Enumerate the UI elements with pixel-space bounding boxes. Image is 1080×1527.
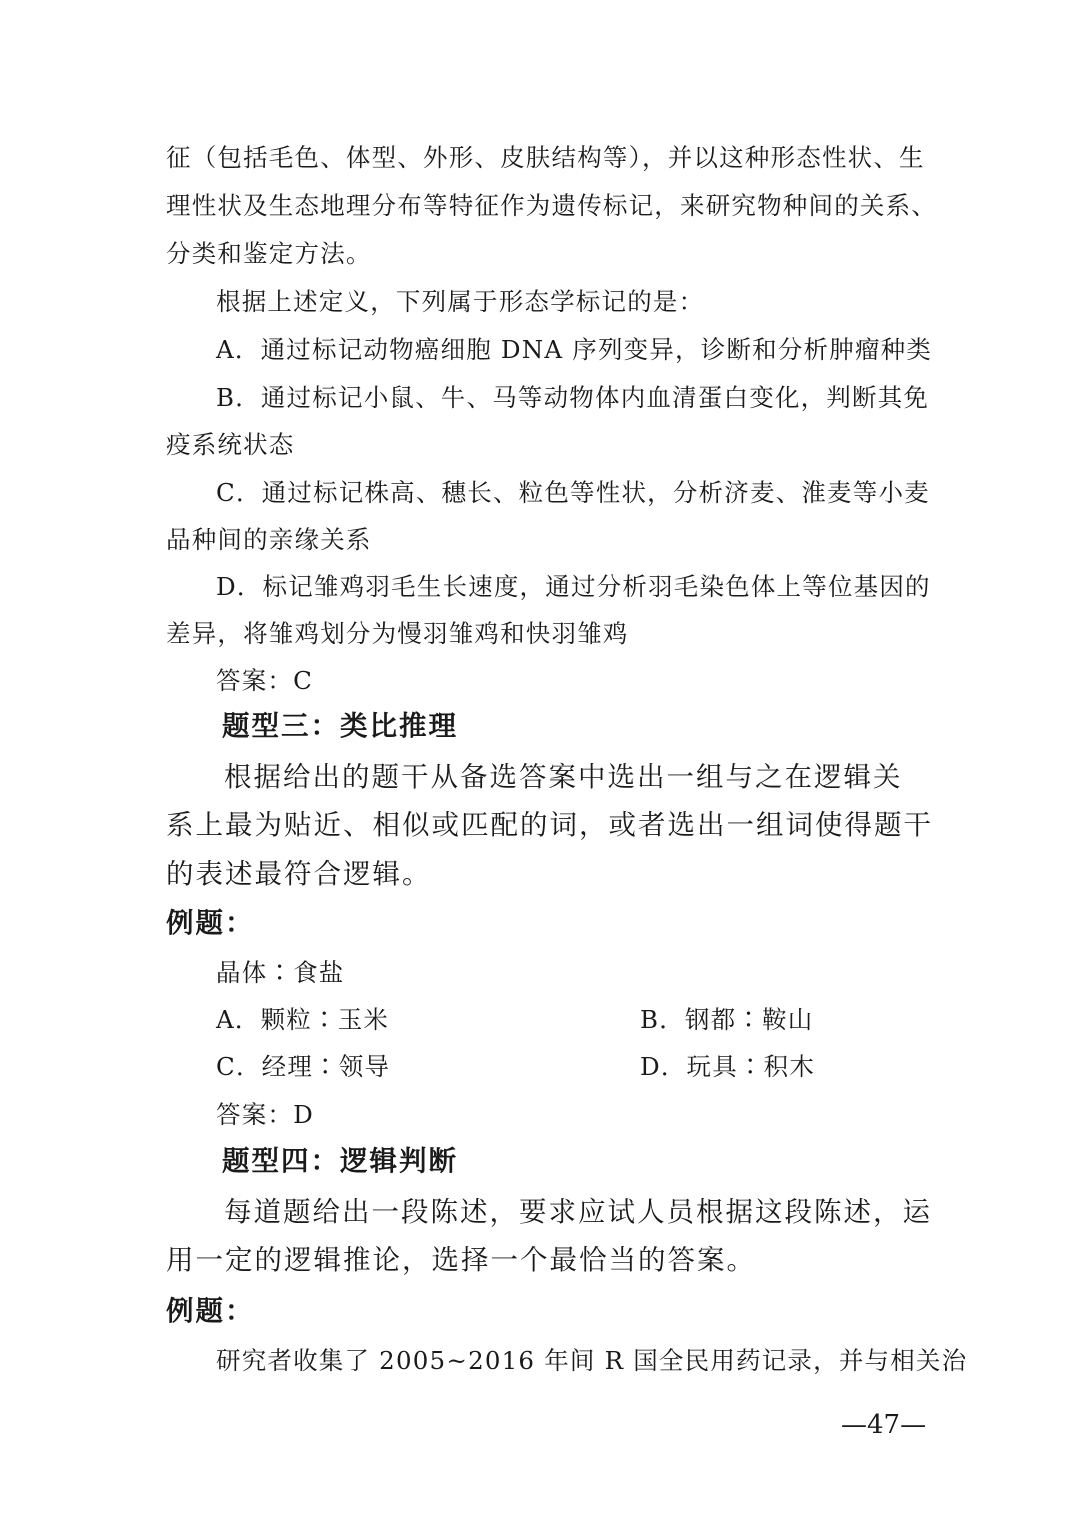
section-heading: 题型三：类比推理 bbox=[222, 710, 458, 742]
paragraph-line: 理性状及生态地理分布等特征作为遗传标记，来研究物种间的关系、 bbox=[166, 191, 937, 220]
section-description: 根据给出的题干从备选答案中选出一组与之在逻辑关 bbox=[224, 761, 903, 793]
options-row bbox=[216, 1050, 976, 1084]
example-label: 例题： bbox=[166, 907, 255, 939]
option-a: A．颗粒∶玉米 bbox=[216, 1005, 390, 1034]
page-number: —47— bbox=[841, 1410, 927, 1440]
option-a: A．通过标记动物癌细胞 DNA 序列变异，诊断和分析肿瘤种类 bbox=[216, 335, 933, 364]
paragraph-line: 征（包括毛色、体型、外形、皮肤结构等），并以这种形态性状、生 bbox=[166, 143, 925, 172]
question-prompt: 根据上述定义，下列属于形态学标记的是： bbox=[216, 287, 705, 316]
option-c: C．经理∶领导 bbox=[216, 1052, 391, 1081]
answer: 答案：D bbox=[216, 1100, 314, 1129]
option-b: B．钢都∶鞍山 bbox=[640, 1005, 814, 1034]
example-label: 例题： bbox=[166, 1295, 255, 1327]
option-d: D．玩具∶积木 bbox=[640, 1052, 816, 1081]
answer: 答案：C bbox=[216, 666, 314, 695]
section-description: 系上最为贴近、相似或匹配的词，或者选出一组词使得题干 bbox=[166, 809, 933, 841]
option-d: D．标记雏鸡羽毛生长速度，通过分析羽毛染色体上等位基因的 bbox=[216, 572, 931, 601]
option-d-continued: 差异，将雏鸡划分为慢羽雏鸡和快羽雏鸡 bbox=[166, 619, 629, 648]
example-stem: 晶体∶食盐 bbox=[216, 958, 345, 987]
section-heading: 题型四：逻辑判断 bbox=[222, 1145, 458, 1177]
option-c-continued: 品种间的亲缘关系 bbox=[166, 525, 372, 554]
options-row bbox=[216, 1003, 976, 1037]
paragraph-line: 分类和鉴定方法。 bbox=[166, 239, 372, 268]
example-text: 研究者收集了 2005~2016 年间 R 国全民用药记录，并与相关治 bbox=[216, 1346, 968, 1375]
option-b-continued: 疫系统状态 bbox=[166, 430, 295, 459]
section-description: 的表述最符合逻辑。 bbox=[166, 858, 432, 890]
option-b: B．通过标记小鼠、牛、马等动物体内血清蛋白变化，判断其免 bbox=[216, 383, 930, 412]
option-c: C．通过标记株高、穗长、粒色等性状，分析济麦、淮麦等小麦 bbox=[216, 478, 930, 507]
section-description: 每道题给出一段陈述，要求应试人员根据这段陈述，运 bbox=[224, 1196, 932, 1228]
section-description: 用一定的逻辑推论，选择一个最恰当的答案。 bbox=[166, 1244, 756, 1276]
